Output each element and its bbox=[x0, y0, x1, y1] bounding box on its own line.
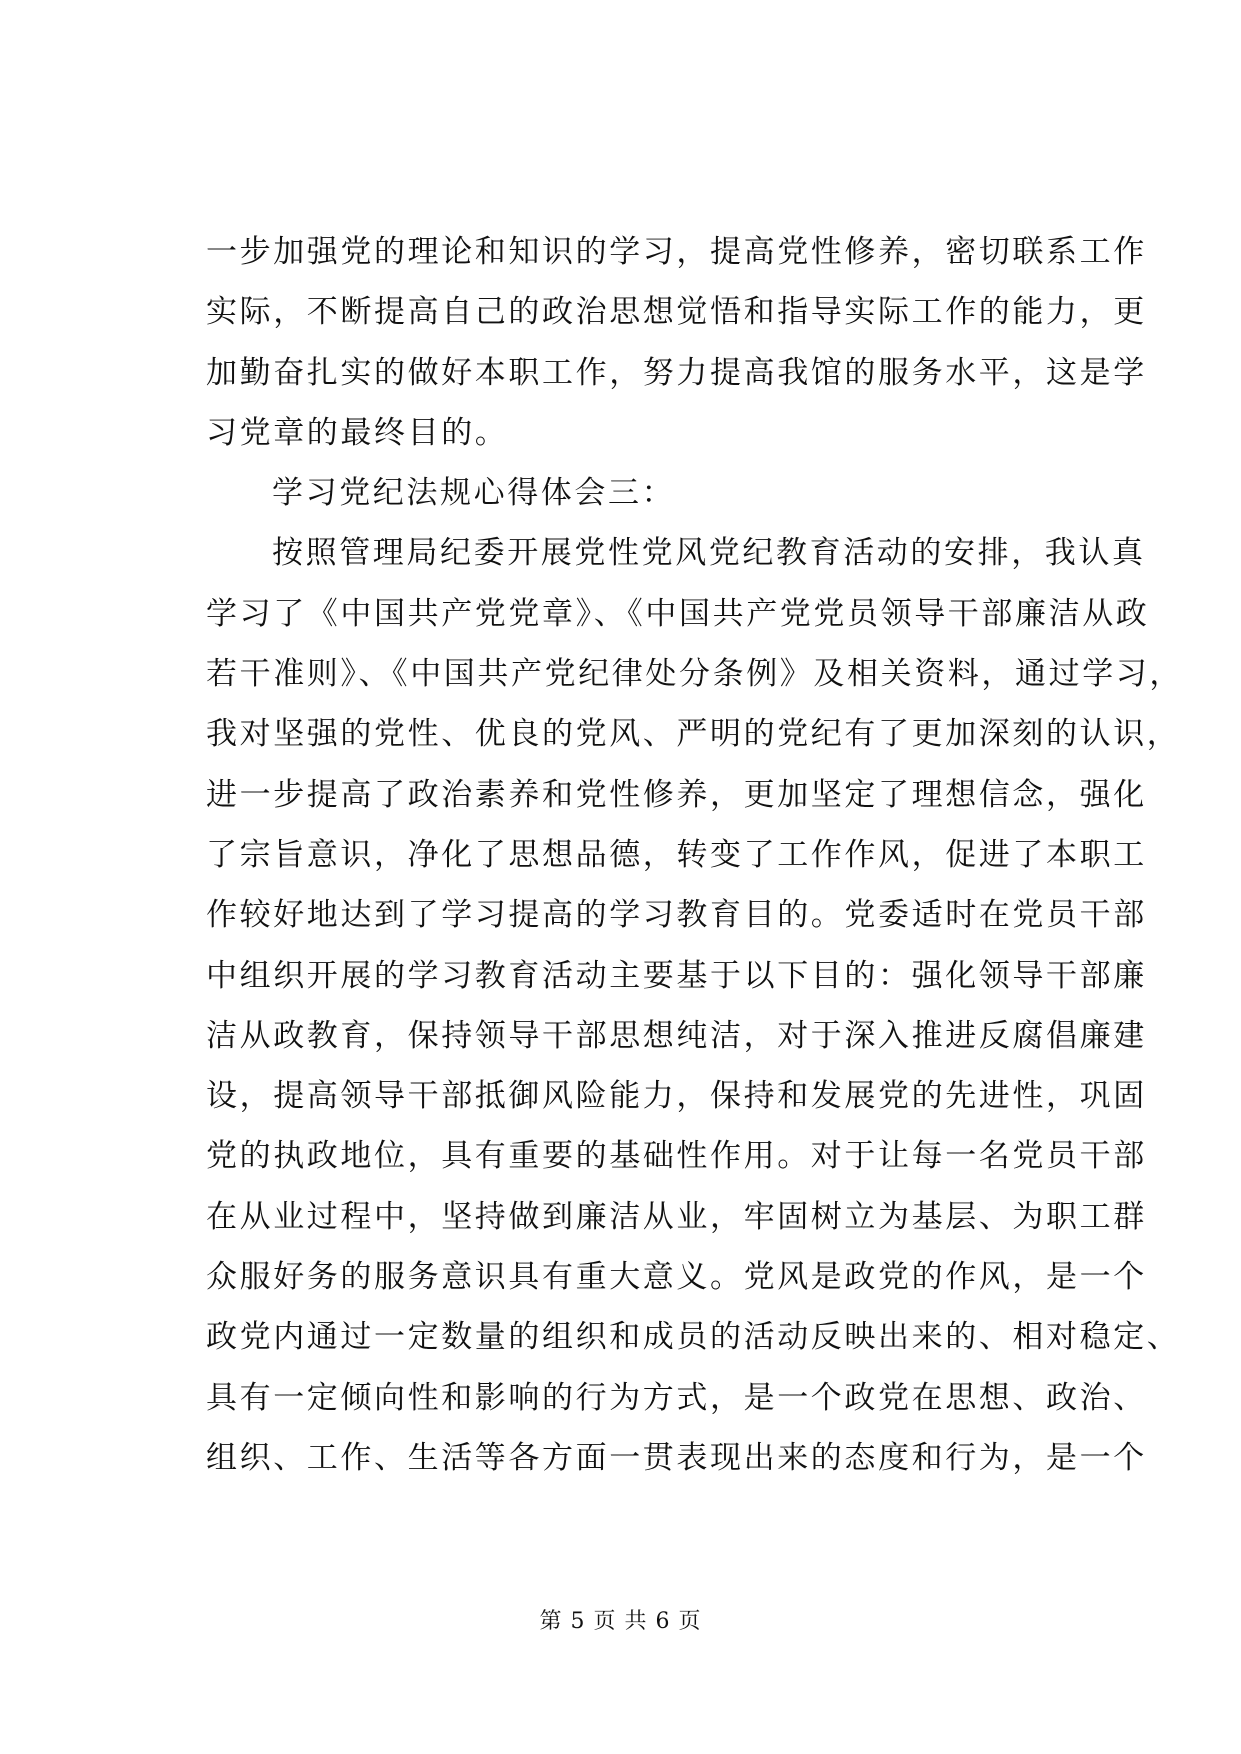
text-line: 组织、工作、生活等各方面一贯表现出来的态度和行为，是一个 bbox=[206, 1439, 1147, 1476]
text-line: 了宗旨意识，净化了思想品德，转变了工作作风，促进了本职工 bbox=[206, 836, 1147, 873]
text-line: 若干准则》、《中国共产党纪律处分条例》及相关资料，通过学习， bbox=[206, 656, 1183, 693]
document-body bbox=[206, 222, 1183, 1488]
text-line: 学习了《中国共产党党章》、《中国共产党党员领导干部廉洁从政 bbox=[206, 595, 1150, 632]
text-line: 政党内通过一定数量的组织和成员的活动反映出来的、相对稳定、 bbox=[206, 1319, 1181, 1356]
text-line: 中组织开展的学习教育活动主要基于以下目的：强化领导干部廉 bbox=[206, 957, 1147, 994]
text-line: 洁从政教育，保持领导干部思想纯洁，对于深入推进反腐倡廉建 bbox=[206, 1017, 1147, 1054]
section-heading: 学习党纪法规心得体会三： bbox=[272, 475, 676, 512]
page-number: 第 5 页 共 6 页 bbox=[539, 1609, 702, 1634]
text-line: 党的执政地位，具有重要的基础性作用。对于让每一名党员干部 bbox=[206, 1138, 1147, 1175]
text-line: 具有一定倾向性和影响的行为方式，是一个政党在思想、政治、 bbox=[206, 1379, 1147, 1416]
text-line: 众服好务的服务意识具有重大意义。党风是政党的作风，是一个 bbox=[206, 1259, 1147, 1296]
text-line: 进一步提高了政治素养和党性修养，更加坚定了理想信念，强化 bbox=[206, 776, 1147, 813]
text-line: 作较好地达到了学习提高的学习教育目的。党委适时在党员干部 bbox=[206, 897, 1147, 934]
text-line: 习党章的最终目的。 bbox=[206, 414, 509, 451]
text-line: 加勤奋扎实的做好本职工作，努力提高我馆的服务水平，这是学 bbox=[206, 354, 1147, 391]
paragraph-main bbox=[206, 523, 1183, 1488]
text-line: 一步加强党的理论和知识的学习，提高党性修养，密切联系工作 bbox=[206, 234, 1147, 270]
text-line: 设，提高领导干部抵御风险能力，保持和发展党的先进性，巩固 bbox=[206, 1078, 1147, 1115]
page-footer bbox=[0, 1604, 1241, 1635]
text-line: 按照管理局纪委开展党性党风党纪教育活动的安排，我认真 bbox=[272, 535, 1146, 572]
text-line: 实际，不断提高自己的政治思想觉悟和指导实际工作的能力，更 bbox=[206, 294, 1147, 331]
text-line: 我对坚强的党性、优良的党风、严明的党纪有了更加深刻的认识， bbox=[206, 716, 1181, 753]
paragraph-continuation bbox=[206, 222, 1147, 463]
text-line: 在从业过程中，坚持做到廉洁从业，牢固树立为基层、为职工群 bbox=[206, 1198, 1147, 1235]
